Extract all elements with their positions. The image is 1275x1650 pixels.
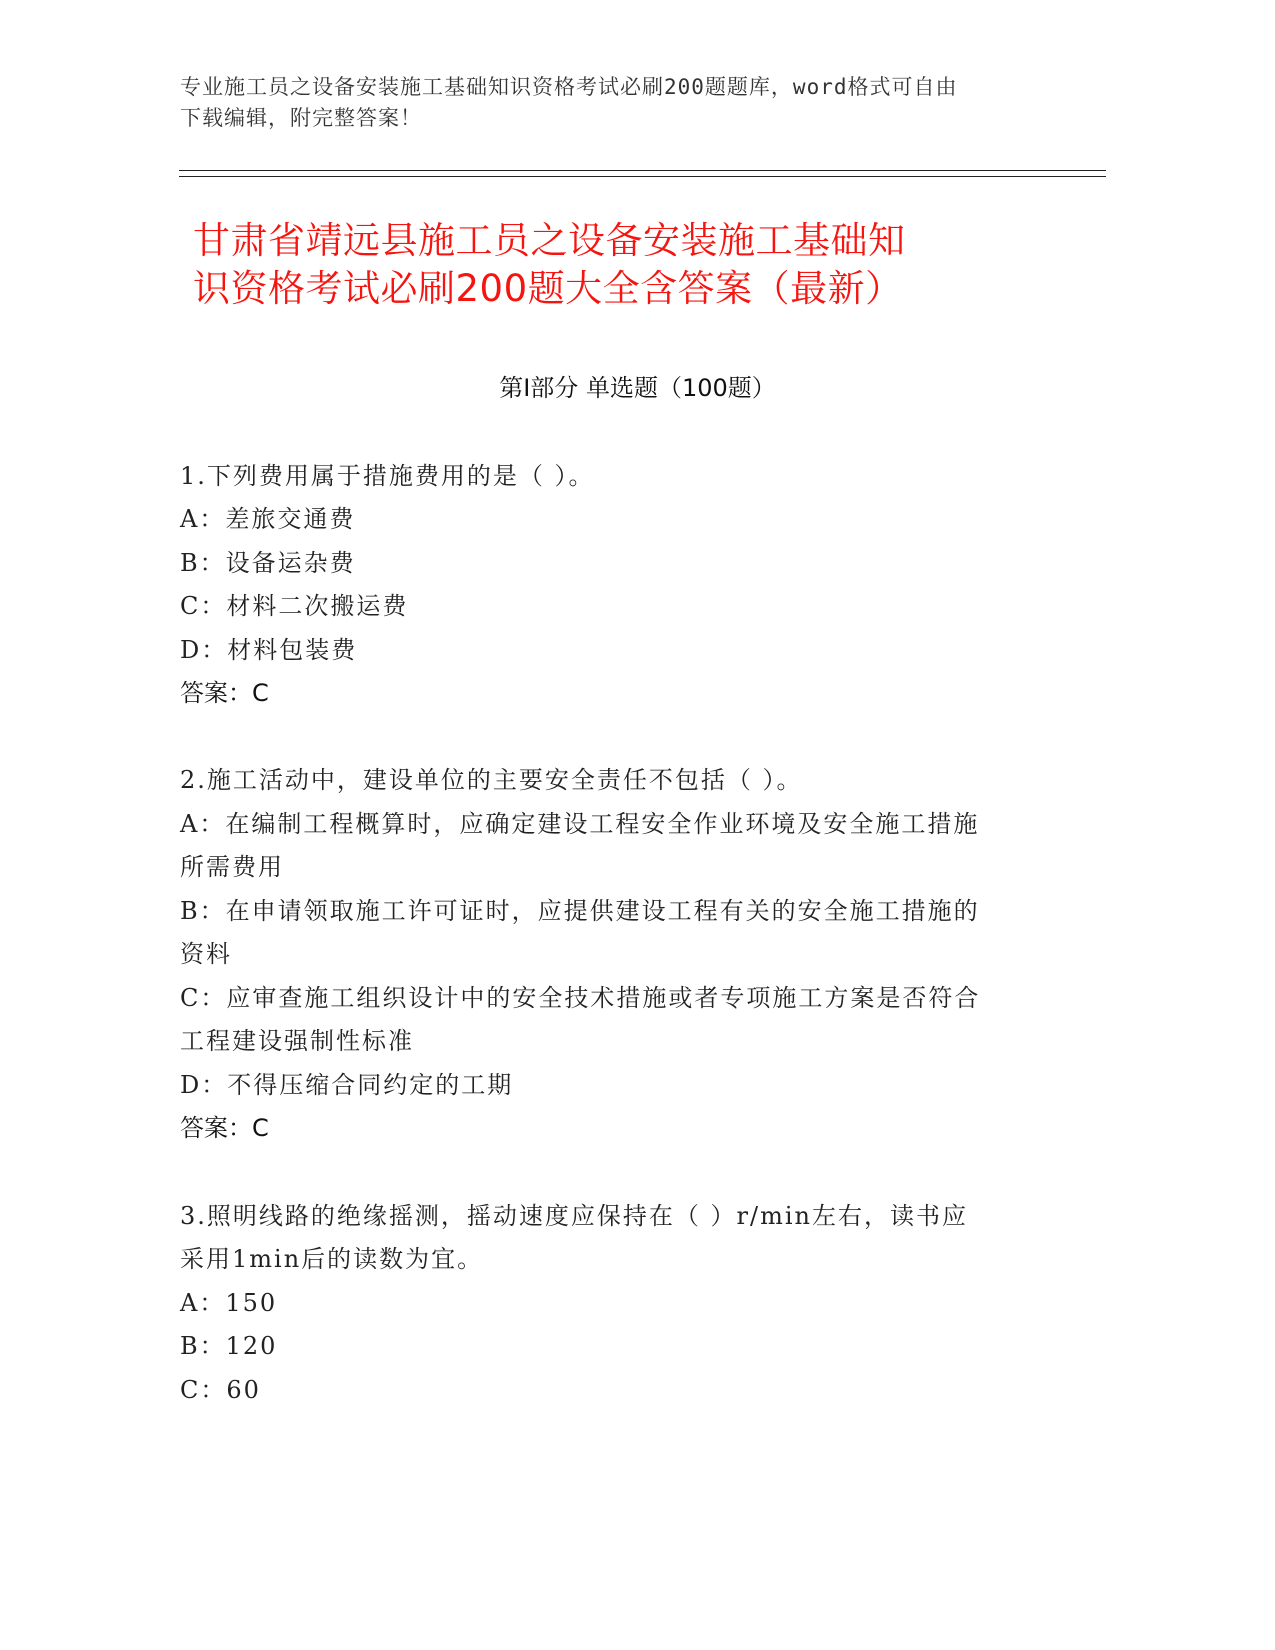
document-title-line: 识资格考试必刷200题大全含答案（最新） xyxy=(193,267,903,310)
divider-rule xyxy=(179,176,1106,177)
header-note-line: 下载编辑，附完整答案！ xyxy=(180,106,422,130)
divider-rule xyxy=(179,170,1106,171)
question-stem: 3.照明线路的绝缘摇测，摇动速度应保持在（ ）r/min左右，读书应 xyxy=(180,1202,968,1230)
question-stem-continued: 采用1min后的读数为宜。 xyxy=(180,1245,484,1273)
option-a: A：150 xyxy=(180,1289,278,1317)
option-c: C：材料二次搬运费 xyxy=(180,592,409,620)
option-d: D：材料包装费 xyxy=(180,636,358,664)
option-c: C：60 xyxy=(180,1376,261,1404)
section-title: 第Ⅰ部分 单选题（100题） xyxy=(499,374,776,402)
question-stem: 1.下列费用属于措施费用的是（ ）。 xyxy=(180,462,595,490)
option-d: D：不得压缩合同约定的工期 xyxy=(180,1071,514,1099)
option-c: C：应审查施工组织设计中的安全技术措施或者专项施工方案是否符合 xyxy=(180,984,981,1012)
header-note xyxy=(180,72,1060,134)
option-b: B：设备运杂费 xyxy=(180,549,356,577)
option-a-continued: 所需费用 xyxy=(180,853,284,881)
option-a: A：差旅交通费 xyxy=(180,505,356,533)
option-a: A：在编制工程概算时，应确定建设工程安全作业环境及安全施工措施 xyxy=(180,810,980,838)
option-b: B：120 xyxy=(180,1332,278,1360)
option-c-continued: 工程建设强制性标准 xyxy=(180,1027,414,1055)
answer-label: 答案：C xyxy=(180,679,269,707)
question-stem: 2.施工活动中，建设单位的主要安全责任不包括（ ）。 xyxy=(180,766,803,794)
answer-label: 答案：C xyxy=(180,1114,269,1142)
option-b: B：在申请领取施工许可证时，应提供建设工程有关的安全施工措施的 xyxy=(180,897,980,925)
option-b-continued: 资料 xyxy=(180,940,232,968)
document-title-line: 甘肃省靖远县施工员之设备安装施工基础知 xyxy=(193,219,906,262)
header-note-line: 专业施工员之设备安装施工基础知识资格考试必刷200题题库，word格式可自由 xyxy=(180,75,958,99)
document-title xyxy=(193,217,1053,313)
